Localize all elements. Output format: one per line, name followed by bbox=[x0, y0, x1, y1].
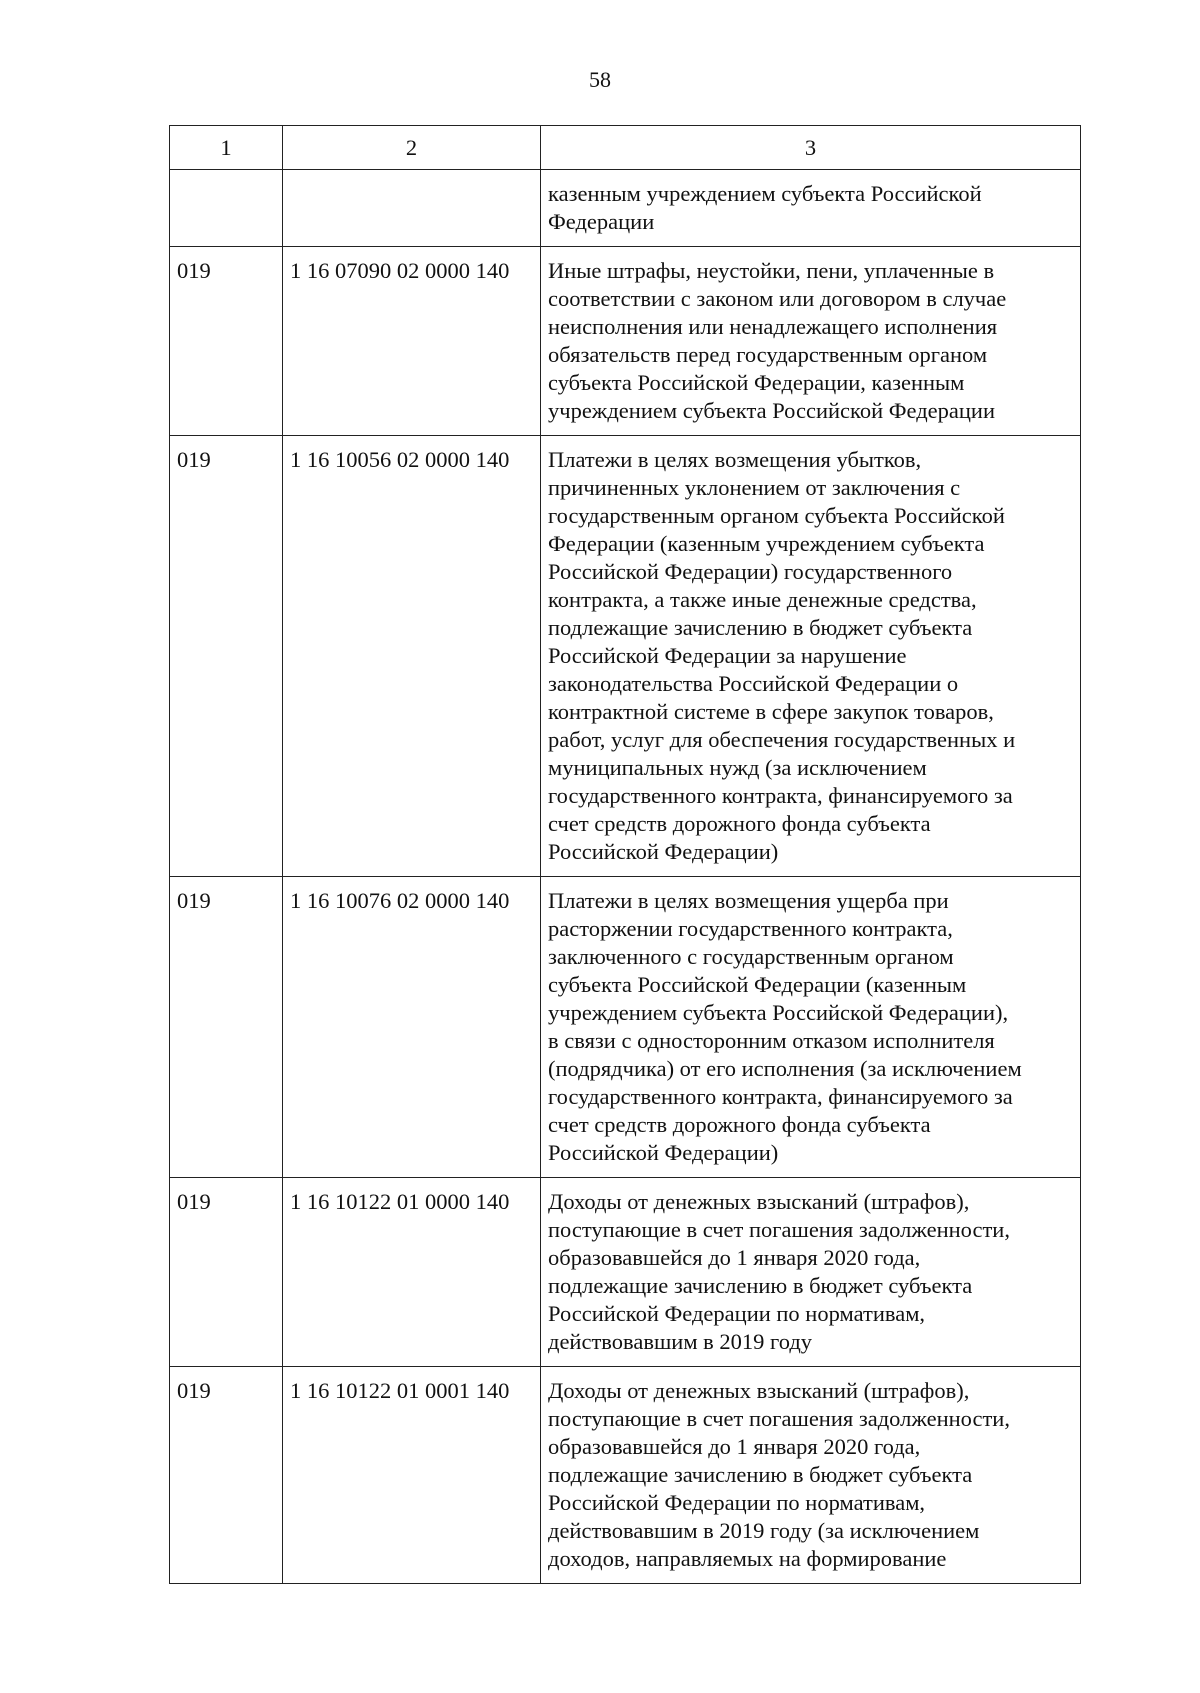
description-line: соответствии с законом или договором в случае bbox=[548, 286, 1007, 311]
description-line: субъекта Российской Федерации (казенным bbox=[548, 972, 967, 997]
description-line: Доходы от денежных взысканий (штрафов), bbox=[548, 1378, 970, 1403]
admin-code-cell: 019 bbox=[170, 1367, 283, 1584]
description-line: подлежащие зачислению в бюджет субъекта bbox=[548, 1462, 973, 1487]
description-line: учреждением субъекта Российской Федерации), bbox=[548, 1000, 1009, 1025]
description-line: подлежащие зачислению в бюджет субъекта bbox=[548, 615, 973, 640]
description-line: казенным учреждением субъекта Российской bbox=[548, 181, 982, 206]
description-cell bbox=[541, 436, 1081, 877]
table-row bbox=[170, 170, 1081, 247]
description-line: Федерации (казенным учреждением субъекта bbox=[548, 531, 985, 556]
header-col-3: 3 bbox=[541, 126, 1081, 170]
table-header-row bbox=[170, 126, 1081, 170]
budget-code-cell: 1 16 10056 02 0000 140 bbox=[283, 436, 541, 877]
header-col-2: 2 bbox=[283, 126, 541, 170]
budget-codes-table bbox=[169, 125, 1081, 1584]
description-line: работ, услуг для обеспечения государственных и bbox=[548, 727, 1016, 752]
table-row bbox=[170, 877, 1081, 1178]
description-line: в связи с односторонним отказом исполнителя bbox=[548, 1028, 995, 1053]
description-line: муниципальных нужд (за исключением bbox=[548, 755, 927, 780]
description-line: Российской Федерации по нормативам, bbox=[548, 1301, 926, 1326]
description-line: образовавшейся до 1 января 2020 года, bbox=[548, 1245, 921, 1270]
description-line: Российской Федерации) bbox=[548, 1140, 779, 1165]
header-col-1: 1 bbox=[170, 126, 283, 170]
description-line: Платежи в целях возмещения убытков, bbox=[548, 447, 922, 472]
description-line: заключенного с государственным органом bbox=[548, 944, 954, 969]
description-line: счет средств дорожного фонда субъекта bbox=[548, 811, 931, 836]
page-number: 58 bbox=[589, 67, 611, 92]
description-line: субъекта Российской Федерации, казенным bbox=[548, 370, 965, 395]
description-line: Российской Федерации) bbox=[548, 839, 779, 864]
description-line: Иные штрафы, неустойки, пени, уплаченные в bbox=[548, 258, 995, 283]
description-line: Российской Федерации за нарушение bbox=[548, 643, 907, 668]
description-line: доходов, направляемых на формирование bbox=[548, 1546, 947, 1571]
admin-code-cell: 019 bbox=[170, 1178, 283, 1367]
description-line: подлежащие зачислению в бюджет субъекта bbox=[548, 1273, 973, 1298]
description-line: Доходы от денежных взысканий (штрафов), bbox=[548, 1189, 970, 1214]
description-line: расторжении государственного контракта, bbox=[548, 916, 953, 941]
description-line: государственного контракта, финансируемого за bbox=[548, 783, 1013, 808]
description-line: Российской Федерации по нормативам, bbox=[548, 1490, 926, 1515]
description-line: обязательств перед государственным органом bbox=[548, 342, 988, 367]
budget-code-cell: 1 16 07090 02 0000 140 bbox=[283, 247, 541, 436]
description-cell bbox=[541, 247, 1081, 436]
admin-code-cell: 019 bbox=[170, 247, 283, 436]
description-line: поступающие в счет погашения задолженности, bbox=[548, 1406, 1010, 1431]
table-row bbox=[170, 1178, 1081, 1367]
admin-code-cell: 019 bbox=[170, 436, 283, 877]
description-line: законодательства Российской Федерации о bbox=[548, 671, 959, 696]
description-line: контракта, а также иные денежные средства, bbox=[548, 587, 977, 612]
description-line: неисполнения или ненадлежащего исполнения bbox=[548, 314, 998, 339]
description-line: счет средств дорожного фонда субъекта bbox=[548, 1112, 931, 1137]
description-line: образовавшейся до 1 января 2020 года, bbox=[548, 1434, 921, 1459]
description-line: государственного контракта, финансируемого за bbox=[548, 1084, 1013, 1109]
budget-code-cell: 1 16 10122 01 0000 140 bbox=[283, 1178, 541, 1367]
admin-code-cell bbox=[170, 170, 283, 247]
description-cell bbox=[541, 170, 1081, 247]
budget-code-cell: 1 16 10122 01 0001 140 bbox=[283, 1367, 541, 1584]
description-line: контрактной системе в сфере закупок товаров, bbox=[548, 699, 994, 724]
description-cell bbox=[541, 1178, 1081, 1367]
description-line: действовавшим в 2019 году bbox=[548, 1329, 813, 1354]
budget-code-cell: 1 16 10076 02 0000 140 bbox=[283, 877, 541, 1178]
description-line: учреждением субъекта Российской Федерации bbox=[548, 398, 995, 423]
description-line: Российской Федерации) государственного bbox=[548, 559, 953, 584]
table-row bbox=[170, 247, 1081, 436]
description-cell bbox=[541, 877, 1081, 1178]
description-line: государственным органом субъекта Российской bbox=[548, 503, 1005, 528]
description-cell bbox=[541, 1367, 1081, 1584]
admin-code-cell: 019 bbox=[170, 877, 283, 1178]
table-row bbox=[170, 436, 1081, 877]
table-row bbox=[170, 1367, 1081, 1584]
description-line: причиненных уклонением от заключения с bbox=[548, 475, 961, 500]
description-line: Федерации bbox=[548, 209, 655, 234]
description-line: Платежи в целях возмещения ущерба при bbox=[548, 888, 949, 913]
description-line: поступающие в счет погашения задолженности, bbox=[548, 1217, 1010, 1242]
description-line: (подрядчика) от его исполнения (за исключением bbox=[548, 1056, 1022, 1081]
description-line: действовавшим в 2019 году (за исключением bbox=[548, 1518, 980, 1543]
budget-code-cell bbox=[283, 170, 541, 247]
